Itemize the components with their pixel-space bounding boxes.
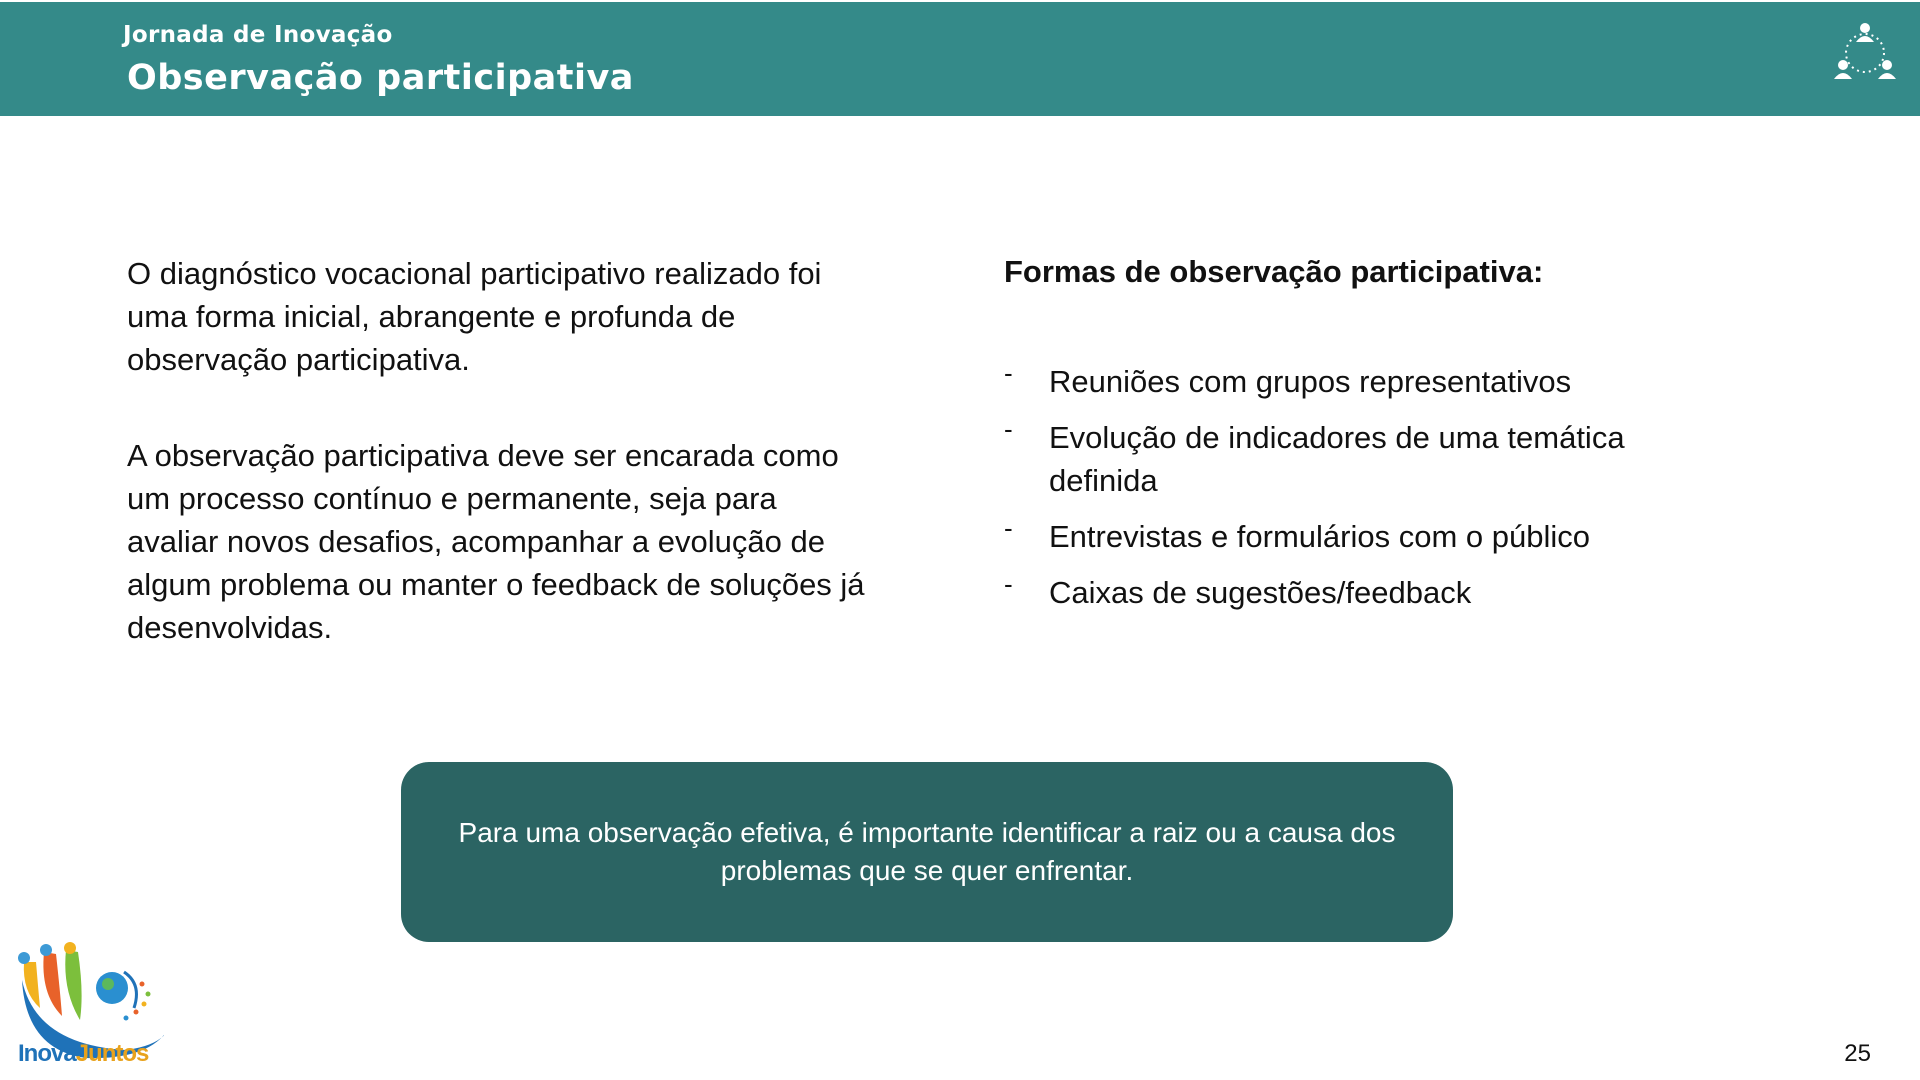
left-paragraph: A observação participativa deve ser encarada como um processo contínuo e permanente, seja para avaliar novos desafios, acompanhar a evolução de algum problema ou manter o feedback de soluções já desenvolvidas.	[127, 438, 865, 645]
list-item	[1004, 360, 1724, 403]
bullet-dash: -	[1004, 358, 1013, 388]
logo-text-inova: Inova	[18, 1040, 76, 1067]
page-title: Observação participativa	[127, 58, 634, 98]
bullet-list	[1004, 360, 1724, 614]
callout-text: Para uma observação efetiva, é importante identificar a raiz ou a causa dos problemas que se quer enfrentar.	[458, 817, 1396, 886]
people-network-icon	[1830, 20, 1900, 86]
left-text-column	[127, 252, 867, 702]
list-item-text: Entrevistas e formulários com o público	[1049, 519, 1591, 554]
logo-text-juntos: Juntos	[75, 1040, 149, 1067]
header-subtitle: Jornada de Inovação	[123, 22, 393, 48]
left-paragraph: O diagnóstico vocacional participativo realizado foi uma forma inicial, abrangente e profunda de observação participativa.	[127, 256, 822, 377]
callout-box	[401, 762, 1453, 942]
header-bar	[0, 2, 1920, 116]
list-item	[1004, 571, 1724, 614]
list-item	[1004, 515, 1724, 558]
page-number: 25	[1844, 1040, 1871, 1067]
list-item-text: Evolução de indicadores de uma temática definida	[1049, 420, 1625, 498]
bullet-dash: -	[1004, 513, 1013, 543]
bullet-dash: -	[1004, 569, 1013, 599]
list-item-text: Reuniões com grupos representativos	[1049, 364, 1572, 399]
right-text-column	[1004, 250, 1724, 627]
bullet-dash: -	[1004, 414, 1013, 444]
list-item-text: Caixas de sugestões/feedback	[1049, 575, 1472, 610]
right-heading: Formas de observação participativa:	[1004, 254, 1544, 289]
list-item	[1004, 416, 1724, 502]
logo-wordmark	[18, 1040, 148, 1068]
